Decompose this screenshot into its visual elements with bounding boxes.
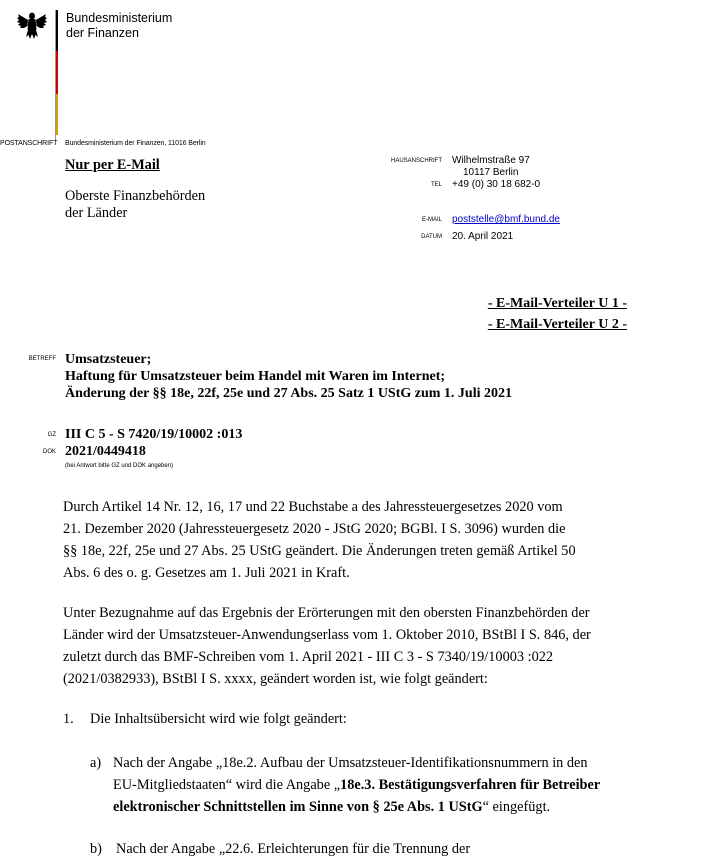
datum-label: DATUM: [421, 234, 442, 240]
reference-note: (bei Antwort bitte GZ und DOK angeben): [65, 463, 174, 469]
item-1-number: 1.: [63, 711, 74, 727]
betreff-line2: Haftung für Umsatzsteuer beim Handel mit Waren im Internet;: [65, 369, 446, 384]
item-a-text: [113, 752, 600, 818]
p2-line: (2021/0382933), BStBl I S. xxxx, geändert worden ist, wie folgt geändert:: [63, 671, 488, 687]
datum-value: 20. April 2021: [452, 231, 514, 242]
betreff-line3: Änderung der §§ 18e, 22f, 25e und 27 Abs. 25 Satz 1 UStG zum 1. Juli 2021: [65, 386, 513, 401]
tel-label: TEL: [430, 182, 442, 188]
recipient-address: [65, 188, 205, 222]
p2-line: Unter Bezugnahme auf das Ergebnis der Erörterungen mit den obersten Finanzbehörden der: [63, 605, 590, 621]
p1-line: 21. Dezember 2020 (Jahressteuergesetz 2020 - JStG 2020; BGBl. I S. 3096) wurden die: [63, 521, 566, 537]
ministry-name: [66, 11, 172, 41]
item-a-tail: “ eingefügt.: [482, 799, 551, 815]
recipient-line2: der Länder: [65, 205, 128, 221]
p2-line: zuletzt durch das BMF-Schreiben vom 1. April 2021 - III C 3 - S 7340/19/10003 :022: [63, 649, 554, 665]
p1-line: §§ 18e, 22f, 25e und 27 Abs. 25 UStG geändert. Die Änderungen treten gemäß Artikel 50: [63, 543, 576, 559]
sender-email-link[interactable]: poststelle@bmf.bund.de: [452, 214, 560, 225]
item-a-line2: [113, 774, 600, 796]
item-a-bold1: 18e.3. Bestätigungsverfahren für Betreiber: [340, 777, 601, 793]
verteiler-line1: - E-Mail-Verteiler U 1 -: [487, 296, 627, 311]
gz-label: GZ: [47, 432, 56, 438]
verteiler-line2: - E-Mail-Verteiler U 2 -: [487, 317, 627, 332]
item-a-line2-start: EU-Mitgliedstaaten“ wird die Angabe „: [113, 777, 341, 793]
item-b-label: b): [90, 841, 102, 857]
p1-line: Abs. 6 des o. g. Gesetzes am 1. Juli 2021 in Kraft.: [63, 565, 350, 581]
dok-label: DOK: [42, 449, 56, 455]
sender-city: 10117 Berlin: [463, 167, 519, 178]
postanschrift-label: POSTANSCHRIFT: [0, 140, 58, 147]
betreff-label: BETREFF: [28, 356, 56, 362]
item-1-text: Die Inhaltsübersicht wird wie folgt geändert:: [90, 711, 347, 727]
item-a-label: a): [90, 755, 102, 771]
federal-eagle-icon: [16, 10, 48, 40]
item-a-bold2: elektronischer Schnittstellen im Sinne von § 25e Abs. 1 UStG: [113, 799, 483, 815]
sender-street: Wilhelmstraße 97: [452, 155, 530, 166]
hausanschrift-label: HAUSANSCHRIFT: [390, 158, 442, 164]
sender-tel: +49 (0) 30 18 682-0: [452, 179, 541, 190]
email-label: E-MAIL: [421, 217, 442, 223]
ministry-name-line1: Bundesministerium: [66, 11, 173, 25]
postanschrift-value: Bundesministerium der Finanzen, 11016 Berlin: [65, 140, 206, 147]
header-divider: [55, 10, 56, 140]
paragraph-1: [63, 496, 576, 584]
p1-line: Durch Artikel 14 Nr. 12, 16, 17 und 22 Buchstabe a des Jahressteuergesetzes 2020 vom: [63, 499, 563, 515]
betreff-text: [65, 351, 512, 402]
item-a-line1: Nach der Angabe „18e.2. Aufbau der Umsatzsteuer-Identifikationsnummern in den: [113, 755, 588, 771]
delivery-note: Nur per E-Mail: [65, 157, 160, 173]
betreff-line1: Umsatzsteuer;: [65, 352, 152, 367]
gz-value: III C 5 - S 7420/19/10002 :013: [65, 427, 243, 442]
dok-value: 2021/0449418: [65, 444, 146, 459]
p2-line: Länder wird der Umsatzsteuer-Anwendungserlass vom 1. Oktober 2010, BStBl I S. 846, der: [63, 627, 591, 643]
recipient-line1: Oberste Finanzbehörden: [65, 188, 206, 204]
item-b-line1: Nach der Angabe „22.6. Erleichterungen für die Trennung der: [116, 841, 471, 857]
paragraph-2: [63, 602, 591, 690]
item-a-line3: [113, 796, 600, 818]
ministry-name-line2: der Finanzen: [66, 26, 139, 40]
